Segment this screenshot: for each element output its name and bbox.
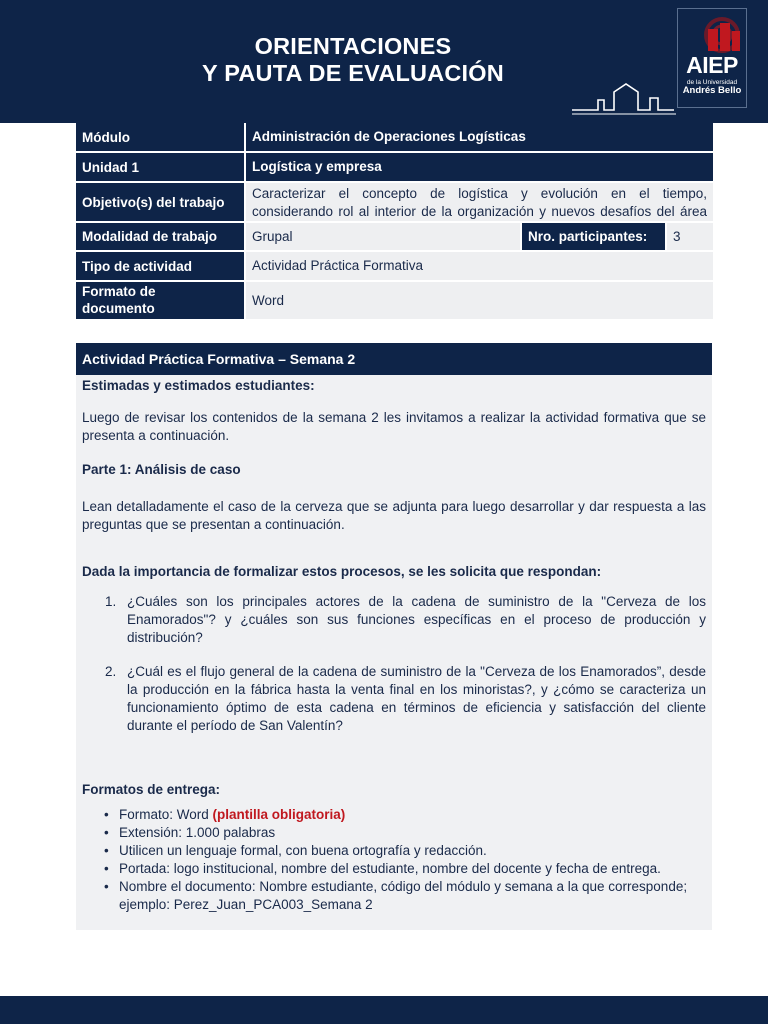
- formato-label-line-1: Formato de: [82, 284, 156, 299]
- question-2-text: ¿Cuál es el flujo general de la cadena de suministro de la "Cerveza de los Enamorados”, desde la producción en la fábrica hasta la venta final en los minoristas?, y ¿cómo se caracteriza un funcionamiento óptimo de esta cadena en términos de eficiencia y satisfacción del cliente durante el período de San Valentín?: [127, 664, 706, 733]
- row-formato: [76, 282, 713, 319]
- title-line-2: Y PAUTA DE EVALUACIÓN: [202, 60, 504, 86]
- objetivo-label: Objetivo(s) del trabajo: [76, 183, 244, 221]
- row-unidad: [76, 153, 713, 181]
- bullet-icon: •: [104, 879, 109, 894]
- bullet-4-text: Portada: logo institucional, nombre del estudiante, nombre del docente y fecha de entrega.: [119, 861, 661, 876]
- logo-text: AIEP: [686, 52, 738, 78]
- list-item: [82, 860, 712, 878]
- page-title: [150, 33, 556, 87]
- bullet-icon: •: [104, 861, 109, 876]
- greeting: Estimadas y estimados estudiantes:: [82, 378, 315, 393]
- list-item: [82, 878, 712, 914]
- question-1-text: ¿Cuáles son los principales actores de la cadena de suministro de la "Cerveza de los Enamorados"? y ¿cuáles son sus funciones específicas en el proceso de producción y distribución?: [127, 594, 706, 645]
- intro-paragraph: Luego de revisar los contenidos de la semana 2 les invitamos a realizar la actividad formativa que se presenta a continuación.: [82, 410, 706, 443]
- bullet-2-text: Extensión: 1.000 palabras: [119, 825, 276, 840]
- formato-value: Word: [246, 282, 713, 319]
- bullet-icon: •: [104, 807, 109, 822]
- logo-subtitle-1: de la Universidad: [686, 79, 738, 86]
- unidad-label: Unidad 1: [76, 153, 244, 181]
- bullet-icon: •: [104, 843, 109, 858]
- list-item: [82, 824, 712, 842]
- skyline-icon: [570, 80, 680, 120]
- participantes-label: Nro. participantes:: [522, 223, 665, 250]
- row-objetivo: [76, 183, 713, 221]
- formato-label-line-2: documento: [82, 301, 155, 316]
- bullet-5-text: Nombre el documento: Nombre estudiante, código del módulo y semana a la que corresponde; ejemplo: Perez_Juan_PCA003_Semana 2: [119, 879, 688, 912]
- formats-title: Formatos de entrega:: [82, 782, 221, 797]
- bullet-3-text: Utilicen un lenguaje formal, con buena ortografía y redacción.: [119, 843, 487, 858]
- aiep-logo: [677, 8, 747, 108]
- activity-section: [76, 343, 712, 930]
- part1-title: Parte 1: Análisis de caso: [82, 462, 241, 477]
- activity-heading: Actividad Práctica Formativa – Semana 2: [76, 343, 712, 375]
- question-2-number: 2.: [105, 664, 117, 679]
- logo-emblem-icon: [678, 9, 746, 53]
- objetivo-line-2: considerando rol al interior de la organización y nuevos desafíos del área: [252, 204, 707, 219]
- title-line-1: ORIENTACIONES: [254, 33, 452, 59]
- questions-prompt: Dada la importancia de formalizar estos procesos, se les solicita que respondan:: [82, 564, 602, 579]
- modulo-label: Módulo: [76, 123, 244, 151]
- list-item: [82, 806, 712, 824]
- footer-bar: [0, 996, 768, 1024]
- bullet-1-highlight: (plantilla obligatoria): [212, 807, 346, 822]
- logo-subtitle-2: Andrés Bello: [682, 85, 742, 96]
- bullet-icon: •: [104, 825, 109, 840]
- row-tipo: [76, 252, 713, 280]
- row-modulo: [76, 123, 713, 151]
- unidad-value: Logística y empresa: [246, 153, 713, 181]
- tipo-value: Actividad Práctica Formativa: [246, 252, 713, 280]
- participantes-value: 3: [667, 223, 713, 250]
- tipo-label: Tipo de actividad: [76, 252, 244, 280]
- formato-label: [76, 282, 244, 319]
- part1-paragraph: Lean detalladamente el caso de la cerveza que se adjunta para luego desarrollar y dar respuesta a las preguntas que se presentan a continuación.: [82, 499, 706, 532]
- header-banner: [0, 0, 768, 123]
- modulo-value: Administración de Operaciones Logísticas: [246, 123, 713, 151]
- objetivo-line-1: Caracterizar el concepto de logística y evolución en el tiempo,: [252, 186, 707, 201]
- objetivo-value: [246, 183, 713, 221]
- question-1-number: 1.: [105, 594, 117, 609]
- row-modalidad: [76, 223, 713, 250]
- modalidad-label: Modalidad de trabajo: [76, 223, 244, 250]
- bullet-1-text: Formato: Word: [119, 807, 213, 822]
- list-item: [82, 842, 712, 860]
- formats-list: [82, 806, 712, 914]
- modalidad-value: Grupal: [246, 223, 520, 250]
